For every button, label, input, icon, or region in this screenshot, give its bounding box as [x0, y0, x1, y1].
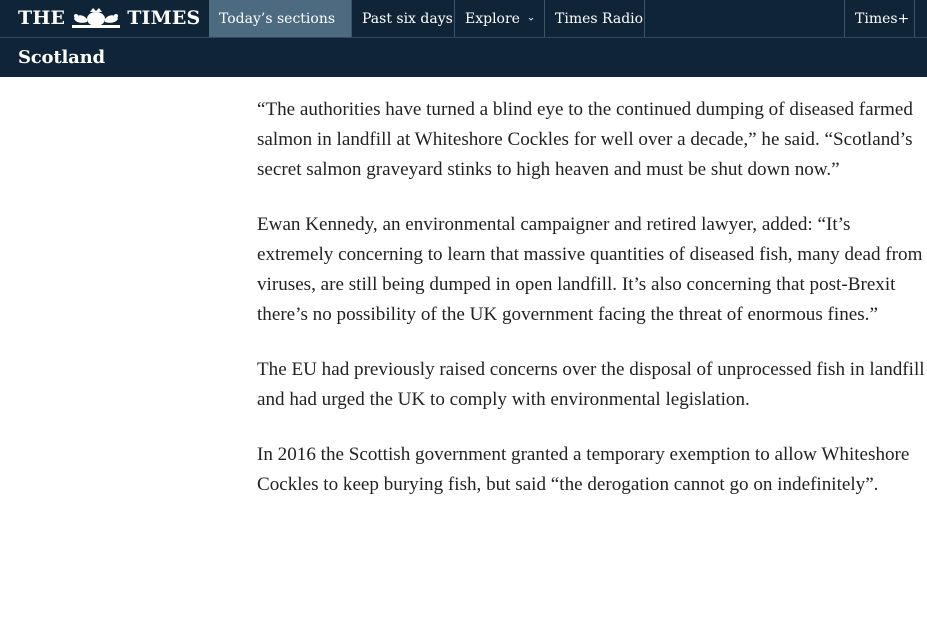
article-paragraph: Ewan Kennedy, an environmental campaigner and retired lawyer, added: “It’s extremely concerning to learn that massive quantities of diseased fish, many dead from viruses, are still being dumped in open landfill. It’s also concerning that post-Brexit there’s no possibility of the UK government facing the threat of enormous fines.”	[257, 214, 923, 325]
nav-explore[interactable]	[455, 0, 545, 37]
nav-times-radio[interactable]	[545, 0, 645, 37]
nav-todays-sections[interactable]	[209, 0, 352, 37]
article-paragraph: In 2016 the Scottish government granted a temporary exemption to allow Whiteshore Cockles to keep burying fish, but said “the derogation cannot go on indefinitely”.	[257, 444, 910, 495]
chevron-down-icon	[528, 13, 534, 25]
nav-past-six-days-label: Past six days	[362, 10, 453, 27]
section-bar	[0, 38, 927, 77]
nav-todays-sections-label: Today’s sections	[219, 10, 336, 27]
times-logo[interactable]	[18, 5, 200, 31]
article-body	[257, 95, 925, 525]
nav-times-radio-label: Times Radio	[555, 10, 644, 27]
logo-text-the: THE	[18, 7, 66, 29]
nav-past-six-days[interactable]	[352, 0, 455, 37]
article-paragraph: The EU had previously raised concerns over the disposal of unprocessed fish in landfill and had urged the UK to comply with environmental legislation.	[257, 359, 925, 410]
nav-explore-label: Explore	[465, 10, 520, 27]
royal-crest-icon	[68, 7, 124, 29]
logo-text-times: TIMES	[127, 7, 201, 29]
article-paragraph: “The authorities have turned a blind eye to the continued dumping of diseased farmed salmon in landfill at Whiteshore Cockles for well over a decade,” he said. “Scotland’s secret salmon graveyard stinks to high heaven and must be shut down now.”	[257, 99, 913, 180]
nav-times-plus[interactable]	[845, 0, 915, 37]
nav-times-plus-label: Times+	[855, 10, 910, 27]
top-navigation-bar	[0, 0, 927, 38]
section-title[interactable]: Scotland	[18, 47, 105, 68]
